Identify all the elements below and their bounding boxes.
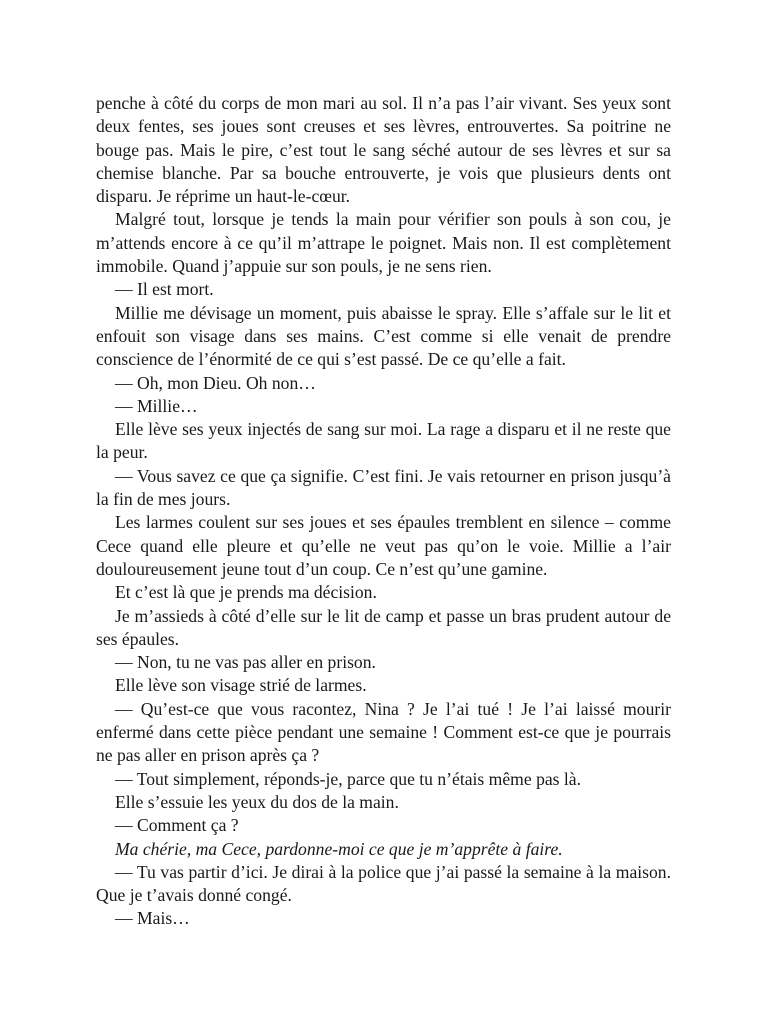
dialogue-line: — Il est mort.: [115, 279, 214, 300]
dialogue-line: — Oh, mon Dieu. Oh non…: [115, 372, 316, 393]
paragraph: Millie me dévisage un moment, puis abaisse le spray. Elle s’affale sur le lit et enfouit son visage dans ses mains. C’est comme si elle venait de prendre conscience de l’énormité de ce qui s’est passé. De ce qu’elle a fait.: [96, 302, 671, 370]
dialogue-line: — Mais…: [115, 908, 190, 929]
paragraph: Elle lève son visage strié de larmes.: [115, 675, 367, 696]
dialogue-line: — Non, tu ne vas pas aller en prison.: [115, 652, 376, 673]
paragraph: Les larmes coulent sur ses joues et ses épaules tremblent en silence – comme Cece quand elle pleure et qu’elle ne veut pas qu’on le voie. Millie a l’air douloureusement jeune tout d’un coup. Ce n’est qu’une gamine.: [96, 512, 671, 579]
dialogue-line: — Tout simplement, réponds-je, parce que tu n’étais même pas là.: [115, 768, 582, 789]
paragraph: Elle lève ses yeux injectés de sang sur moi. La rage a disparu et il ne reste que la peur.: [96, 419, 671, 463]
dialogue-line: — Comment ça ?: [115, 815, 239, 836]
paragraph: Elle s’essuie les yeux du dos de la main.: [115, 791, 399, 812]
paragraph: Et c’est là que je prends ma décision.: [115, 582, 377, 603]
dialogue-line: — Vous savez ce que ça signifie. C’est fini. Je vais retourner en prison jusqu’à la fin de mes jours.: [96, 465, 671, 510]
dialogue-line: — Millie…: [115, 395, 198, 416]
paragraph: Malgré tout, lorsque je tends la main pour vérifier son pouls à son cou, je m’attends encore à ce qu’il m’attrape le poignet. Mais non. Il est complètement immobile. Quand j’appuie sur son pouls, je ne sens rien.: [96, 209, 671, 277]
paragraph: Je m’assieds à côté d’elle sur le lit de camp et passe un bras prudent autour de ses épaules.: [96, 605, 671, 649]
paragraph-continuation: penche à côté du corps de mon mari au sol. Il n’a pas l’air vivant. Ses yeux sont deux fentes, ses joues sont creuses et ses lèvres, entrouvertes. Sa poitrine ne bouge pas. Mais le pire, c’est tout le sang séché autour de ses lèvres et sur sa chemise blanche. Par sa bouche entrouverte, je vois que plusieurs dents ont disparu. Je réprime un haut-le-cœur.: [96, 93, 671, 207]
book-page-text: [96, 92, 671, 931]
dialogue-line: — Qu’est-ce que vous racontez, Nina ? Je l’ai tué ! Je l’ai laissé mourir enfermé dans cette pièce pendant une semaine ! Comment est-ce que je pourrais ne pas aller en prison après ça ?: [96, 698, 671, 766]
italic-thought: Ma chérie, ma Cece, pardonne-moi ce que je m’apprête à faire.: [115, 838, 563, 859]
dialogue-line: — Tu vas partir d’ici. Je dirai à la police que j’ai passé la semaine à la maison. Que je t’avais donné congé.: [96, 861, 671, 906]
